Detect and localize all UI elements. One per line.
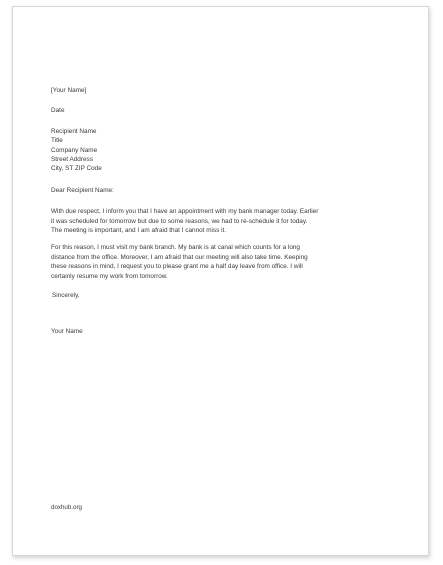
footer-source-text: doxhub.org [51, 504, 82, 511]
closing [51, 291, 381, 300]
sender-placeholder: [Your Name] [51, 87, 87, 94]
letter-date [51, 106, 381, 115]
paragraph-line: With due respect, I inform you that I have an appointment with my bank manager today. Earlier [51, 208, 319, 216]
paragraph-line: distance from the office. Moreover, I am afraid that our meeting will also take time. Keeping [51, 253, 308, 261]
sender-name [51, 86, 381, 95]
date-label: Date [51, 107, 65, 115]
recipient-title: Title [51, 137, 63, 145]
recipient-city: City, ST ZIP Code [51, 165, 102, 173]
paragraph-line: it was scheduled for tomorrow but due to some reasons, we had to re-schedule it for today. [51, 217, 308, 225]
recipient-street: Street Address [51, 156, 93, 164]
letter-body [51, 86, 381, 336]
signature [51, 327, 381, 336]
closing-text: Sincerely, [52, 292, 80, 300]
paragraph-line: The meeting is important, and I am afraid that I cannot miss it. [51, 227, 227, 235]
paragraph-line: these reasons in mind, I request you to please grant me a half day leave from office. I will [51, 263, 303, 271]
paragraph-1 [51, 207, 381, 235]
recipient-company: Company Name [51, 146, 98, 154]
recipient-address [51, 127, 381, 174]
paragraph-2 [51, 243, 381, 281]
footer-source [51, 504, 82, 512]
paragraph-line: certainly resume my work from tomorrow. [51, 272, 168, 280]
paragraph-line: For this reason, I must visit my bank branch. My bank is at canal which counts for a long [51, 244, 300, 252]
salutation [51, 186, 381, 195]
signature-name: Your Name [51, 327, 83, 335]
salutation-text: Dear Recipient Name: [51, 186, 114, 194]
recipient-name: Recipient Name [51, 127, 97, 135]
